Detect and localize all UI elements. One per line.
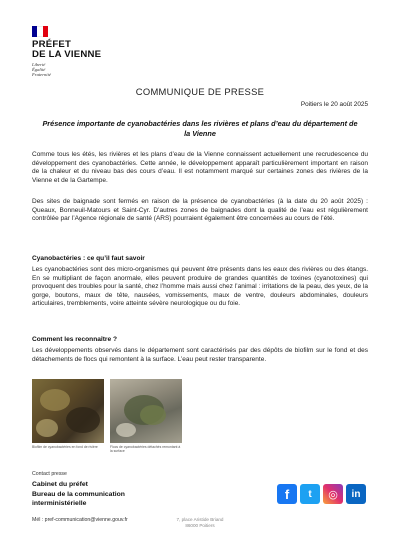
devise-fraternite: Fraternité	[32, 72, 51, 78]
linkedin-icon[interactable]: in	[346, 484, 366, 504]
caption-flocs: Flocs de cyanobactéries détachés remontant à la surface	[110, 445, 181, 453]
devise-egalite: Égalité	[32, 67, 46, 73]
paragraph-savoir: Les cyanobactéries sont des micro-organismes qui peuvent être présents dans les eaux des rivières ou des étangs. En se multipliant de façon anormale, elles peuvent produire de grandes quantités de toxines (cyanotoxines) qui provoquent des troubles pour la santé, chez l’homme mais aussi chez l’animal : irritations de la peau, des yeux, de la gorge, boutons, maux de tête, nausées, vomissements, maux de ventre, douleurs abdominales, douleurs articulaires, tremblements, voire atteinte sévère neurologique ou du foie.	[32, 266, 369, 308]
address-line1: 7, place Aristide Briand	[176, 517, 224, 522]
contact-line2: Bureau de la communication	[32, 490, 125, 498]
twitter-icon[interactable]: t	[300, 484, 320, 504]
french-flag-icon	[32, 26, 48, 37]
communique-title: COMMUNIQUE DE PRESSE	[135, 86, 265, 97]
instagram-icon[interactable]: ◎	[323, 484, 343, 504]
prefecture-logo	[32, 26, 112, 78]
devise	[32, 62, 112, 78]
contact-line3: interministérielle	[32, 500, 87, 507]
section-title-savoir: Cyanobactéries : ce qu’il faut savoir	[32, 255, 145, 262]
contact-block	[32, 480, 125, 509]
prefet-title-line2: DE LA VIENNE	[32, 49, 102, 60]
paragraph-intro: Comme tous les étés, les rivières et les plans d’eau de la Vienne connaissent actuellement une recrudescence du développement des cyanobactéries. Cette année, le développement apparaît particulièrement important en raison de la chaleur et du niveau bas des cours d’eau. Il est notamment marqué sur certaines zones des rivières de la Vienne et de la Gartempe.	[32, 151, 368, 184]
communique-date: Poitiers le 20 août 2025	[300, 101, 368, 108]
paragraph-reconnaitre: Les développements observés dans le département sont caractérisés par des dépôts de biofilm sur le fond et des détachements de flocs qui remontent à la surface. L’eau peut rester transparente.	[32, 347, 368, 363]
address	[150, 517, 250, 529]
facebook-icon[interactable]: f	[277, 484, 297, 504]
photo-biofilm	[32, 379, 104, 443]
headline: Présence importante de cyanobactéries dans les rivières et plans d’eau du département de la Vienne	[42, 119, 358, 138]
section-title-reconnaitre: Comment les reconnaître ?	[32, 336, 118, 343]
photo-flocs	[110, 379, 182, 443]
contact-email[interactable]: Mél : pref-communication@vienne.gouv.fr	[32, 517, 128, 523]
contact-label: Contact presse	[32, 471, 67, 477]
prefet-title-line1: PRÉFET	[32, 39, 72, 50]
contact-line1: Cabinet du préfet	[32, 481, 88, 488]
paragraph-baignade: Des sites de baignade sont fermés en raison de la présence de cyanobactéries (à la date du 20 août 2025) : Queaux, Bonneuil-Matours et Saint-Cyr. D’autres zones de baignades dont la qualité de l’eau est régulièrement contrôlée par l’Agence régionale de santé (ARS) pourraient également être concernées au cours de l’été.	[32, 198, 368, 223]
devise-liberte: Liberté	[32, 62, 46, 67]
caption-biofilm: Biofilm de cyanobactéries en fond de rivière	[32, 445, 98, 449]
address-line2: 86000 Poitiers	[185, 523, 215, 528]
